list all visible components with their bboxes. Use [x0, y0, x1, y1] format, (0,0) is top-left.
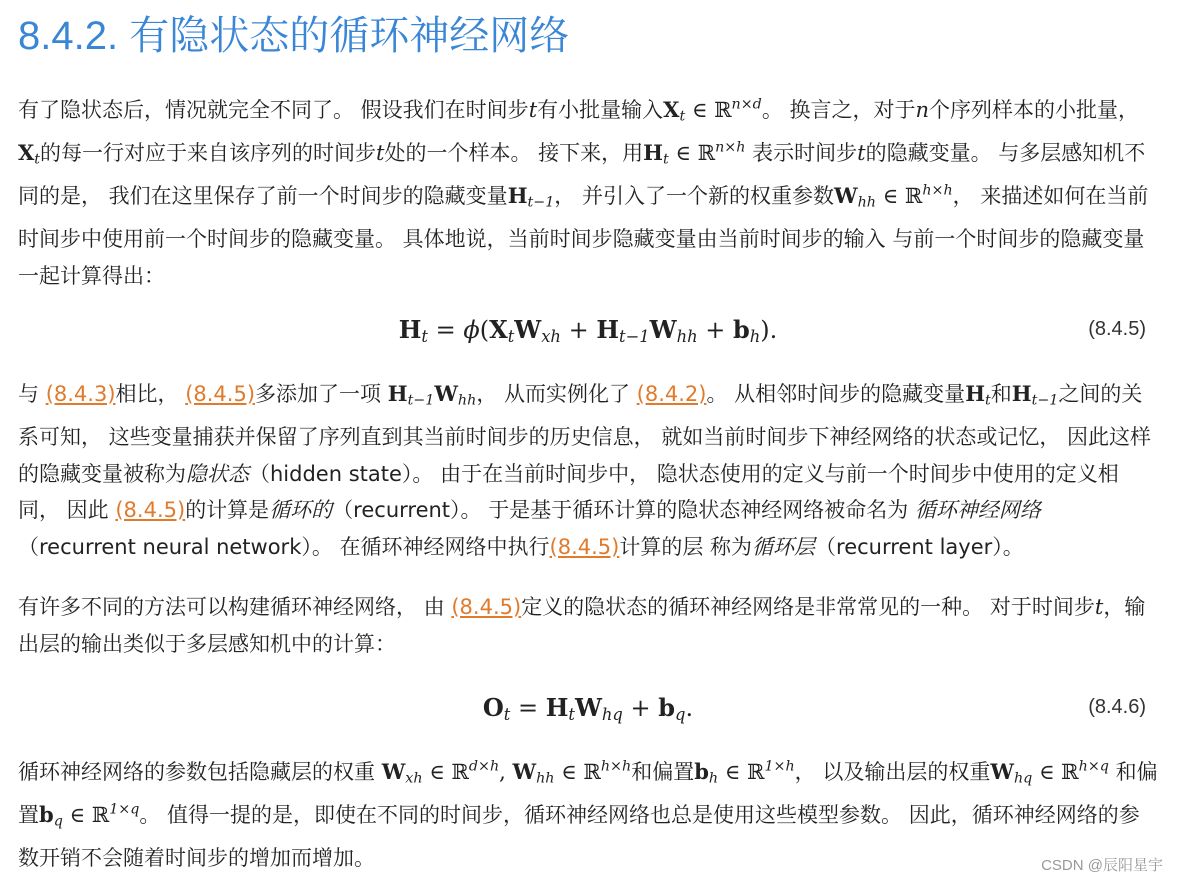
math-t: t: [528, 98, 538, 122]
math-Ht-1-Whh: $H_{t-1}W_{hh}$: [387, 381, 477, 409]
section-title: 8.4.2. 有隐状态的循环神经网络: [18, 14, 570, 58]
term-hidden-state: 隐状态: [186, 461, 249, 486]
math-Wxh-Whh: $W_{xh}$ ∈ ℝ$^{d\times h}$, $W_{hh}$ ∈ ℝ$^{h\times h}$: [381, 758, 632, 787]
eq-ref-link[interactable]: (8.4.2): [636, 382, 707, 407]
math-Ht-in-R-nxh: $H_t$ ∈ ℝ$^{n\times h}$: [643, 139, 746, 168]
eq-ref-link[interactable]: (8.4.5): [549, 534, 620, 559]
csdn-watermark: CSDN @辰阳星宇: [1041, 857, 1163, 874]
equation-number: (8.4.5): [1088, 318, 1146, 341]
math-Xt-in-R-nxd: $X_t$ ∈ ℝ$^{n\times d}$: [663, 96, 762, 125]
math-Ht-1: $H_{t-1}$: [1011, 381, 1059, 409]
math-t: t: [376, 141, 385, 166]
document-page: [18, 0, 1158, 877]
term-recurrent: 循环的: [269, 498, 333, 523]
paragraph-recurrent-definition: 与 (8.4.3)相比， (8.4.5)多添加了一项 $H_{t-1}W_{hh}$， 从而实例化了 (8.4.2)。 从相邻时间步的隐藏变量$H_t$和$H_{t-1}$之间的关系可知， 这些变量捕获并保留了序列直到其当前时间步的历史信息， 就如当前时间步下神经网络的状态或记忆， 因此这样的隐藏变量被称为隐状态（hidden state）。 由于在当前时间步中， 隐状态使用的定义与前一个时间步中使用的定义相同， 因此 (8.4.5)的计算是循环的（recurrent）。 于是基于循环计算的隐状态神经网络被命名为 循环神经网络（recurrent neural network）。 在循环神经网络中执行(8.4.5)计算的层 称为循环层（recurrent layer）。: [18, 381, 1152, 559]
equation-number: (8.4.6): [1088, 696, 1146, 719]
term-recurrent-layer: 循环层: [752, 534, 816, 559]
eq-ref-link[interactable]: (8.4.5): [451, 595, 522, 620]
paragraph-output-layer: 有许多不同的方法可以构建循环神经网络， 由 (8.4.5)定义的隐状态的循环神经网络是非常常见的一种。 对于时间步t，输出层的输出类似于多层感知机中的计算：: [18, 595, 1146, 656]
math-Xt: $X_t$: [18, 140, 41, 168]
math-bq: $b_q$ ∈ ℝ$^{1\times q}$: [39, 801, 140, 830]
equation-body: $O_t = H_tW_{hq} + b_q$.: [482, 693, 694, 725]
paragraph-hidden-state-intro: 有了隐状态后，情况就完全不同了。 假设我们在时间步t有小批量输入$X_t$ ∈ ℝ$^{n\times d}$。 换言之，对于n个序列样本的小批量，$X_t$的每一行对应于来自该序列的时间步t处的一个样本。 接下来，用$H_t$ ∈ ℝ$^{n\times h}$ 表示时间步t的隐藏变量。 与多层感知机不同的是， 我们在这里保存了前一个时间步的隐藏变量$H_{t-1}$， 并引入了一个新的权重参数$W_{hh}$ ∈ ℝ$^{h\times h}$， 来描述如何在当前时间步中使用前一个时间步的隐藏变量。 具体地说，当前时间步隐藏变量由当前时间步的输入 与前一个时间步的隐藏变量一起计算得出：: [18, 96, 1149, 288]
math-t: t: [857, 141, 866, 166]
eq-ref-link[interactable]: (8.4.3): [45, 382, 116, 407]
paragraph-parameters: 循环神经网络的参数包括隐藏层的权重 $W_{xh}$ ∈ ℝ$^{d\times h}$, $W_{hh}$ ∈ ℝ$^{h\times h}$和偏置$b_h$ ∈ ℝ$^{1\times h}$， 以及输出层的权重$W_{hq}$ ∈ ℝ$^{h\times q}$ 和偏置$b_q$ ∈ ℝ$^{1\times q}$。 值得一提的是，即使在不同的时间步，循环神经网络也总是使用这些模型参数。 因此，循环神经网络的参数开销不会随着时间步的增加而增加。: [18, 758, 1158, 871]
term-rnn: 循环神经网络: [914, 498, 1041, 523]
eq-ref-link[interactable]: (8.4.5): [185, 382, 256, 407]
math-Whh-in-R-hxh: $W_{hh}$ ∈ ℝ$^{h\times h}$: [833, 182, 953, 211]
equation-8-4-6: [18, 688, 1158, 728]
math-bh: $b_h$ ∈ ℝ$^{1\times h}$: [694, 758, 795, 787]
math-Ht: $H_t$: [965, 381, 991, 409]
equation-body: $H_t = \phi(X_tW_{xh} + H_{t-1}W_{hh} + b_h)$.: [398, 315, 778, 347]
eq-ref-link[interactable]: (8.4.5): [115, 498, 186, 523]
math-n: n: [915, 98, 930, 122]
math-Whq: $W_{hq}$ ∈ ℝ$^{h\times q}$: [990, 758, 1109, 787]
equation-8-4-5: [18, 310, 1158, 350]
math-Ht-1: $H_{t-1}$: [507, 183, 555, 211]
math-t: t: [1094, 595, 1104, 620]
